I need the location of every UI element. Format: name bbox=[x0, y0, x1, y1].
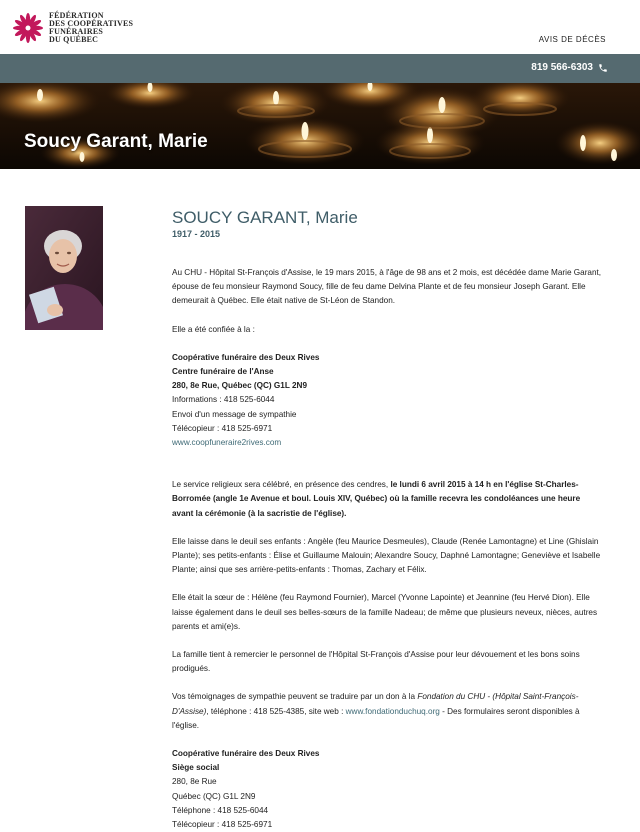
service-details: le lundi 6 avril 2015 à 14 h en l'église St-Charles-Borromée (angle 1e Avenue et boul. Louis XIV, Québec) où la famille recevra les condoléances une heure avant la cérémonie (à la sacristie de l'église). bbox=[172, 480, 581, 518]
sympathy-message-link[interactable]: Envoi d'un message de sympathie bbox=[172, 409, 297, 419]
logo-line: DES COOPÉRATIVES bbox=[49, 19, 134, 28]
phone-icon bbox=[598, 63, 608, 73]
obit-paragraph: Elle laisse dans le deuil ses enfants : Angèle (feu Maurice Desmeules), Claude (Renée Lamontagne) et Line (Ghislain Plante); ses petits-enfants : Élise et Guillaume Malouin; Alexandre Soucy, Daphné Lamontagne; Geneviève et Isabelle Plante; ainsi que ses arrière-petits-enfants : Thomas, Zachary et Félix. bbox=[172, 536, 601, 575]
obit-paragraph bbox=[172, 478, 602, 521]
coop-name: Coopérative funéraire des Deux Rives bbox=[172, 749, 320, 759]
donation-text: Vos témoignages de sympathie peuvent se traduire par un don à la bbox=[172, 692, 418, 702]
coop-info: Informations : 418 525-6044 bbox=[172, 395, 275, 405]
logo-text bbox=[49, 12, 133, 44]
coop-center: Centre funéraire de l'Anse bbox=[172, 367, 274, 377]
deceased-photo bbox=[25, 206, 103, 330]
coop-address: 280, 8e Rue, Québec (QC) G1L 2N9 bbox=[172, 381, 307, 391]
deceased-name: SOUCY GARANT, Marie bbox=[172, 208, 358, 227]
logo-line: DU QUÉBEC bbox=[49, 35, 99, 44]
flower-logo-icon bbox=[12, 12, 44, 44]
hero-title: Soucy Garant, Marie bbox=[24, 131, 208, 152]
candles-background bbox=[0, 83, 640, 169]
logo-line: FUNÉRAIRES bbox=[49, 27, 104, 36]
coop-fax: Télécopieur : 418 525-6971 bbox=[172, 820, 273, 830]
donation-phone: , téléphone : 418 525-4385, site web : bbox=[206, 706, 346, 716]
obit-paragraph: Au CHU - Hôpital St-François d'Assise, le 19 mars 2015, à l'âge de 98 ans et 2 mois, est décédée dame Marie Garant, épouse de feu monsieur Raymond Soucy, fille de feu dame Delvina Plante et de feu monsieur Joseph Garant. Elle demeurait à Québec. Elle était native de St-Léon de Standon. bbox=[172, 268, 602, 306]
coop-street: 280, 8e Rue bbox=[172, 777, 217, 787]
hero-banner bbox=[0, 83, 640, 169]
coop-fax: Télécopieur : 418 525-6971 bbox=[172, 423, 273, 433]
site-logo[interactable] bbox=[12, 12, 133, 44]
coop-website-link[interactable]: www.coopfuneraire2rives.com bbox=[172, 438, 282, 448]
site-header bbox=[0, 0, 640, 54]
obit-paragraph: Elle était la sœur de : Hélène (feu Raymond Fournier), Marcel (Yvonne Lapointe) et Jeannine (feu Hervé Dion). Elle laisse également dans le deuil ses belles-sœurs de la famille Nadeau; de même que plusieurs neveux, nièces, autres parents et ami(e)s. bbox=[172, 593, 598, 631]
donation-forms: - Des formulaires seront disponibles à l'église. bbox=[172, 706, 580, 730]
foundation-website-link[interactable]: www.fondationduchuq.org bbox=[345, 706, 440, 716]
obit-paragraph bbox=[172, 690, 602, 733]
obituary-body bbox=[172, 266, 602, 832]
coop-name: Coopérative funéraire des Deux Rives bbox=[172, 352, 320, 362]
foundation-name: Fondation du CHU - (Hôpital Saint-François-D'Assise) bbox=[172, 692, 579, 716]
coop-phone: Téléphone : 418 525-6044 bbox=[172, 805, 269, 815]
coop-hq: Siège social bbox=[172, 763, 220, 773]
service-text: Le service religieux sera célébré, en présence des cendres, bbox=[172, 480, 391, 490]
deceased-years: 1917 - 2015 bbox=[172, 229, 221, 239]
logo-line: FÉDÉRATION bbox=[49, 11, 104, 20]
phone-link[interactable] bbox=[531, 62, 608, 73]
phone-bar bbox=[0, 54, 640, 83]
phone-number: 819 566-6303 bbox=[531, 62, 593, 73]
obit-paragraph: La famille tient à remercier le personnel de l'Hôpital St-François d'Assise pour leur dévouement et les bons soins prodigués. bbox=[172, 650, 580, 674]
coop-city: Québec (QC) G1L 2N9 bbox=[172, 791, 256, 801]
obit-paragraph: Elle a été confiée à la : bbox=[172, 324, 255, 334]
nav-avis-de-deces[interactable]: AVIS DE DÉCÈS bbox=[538, 35, 606, 44]
